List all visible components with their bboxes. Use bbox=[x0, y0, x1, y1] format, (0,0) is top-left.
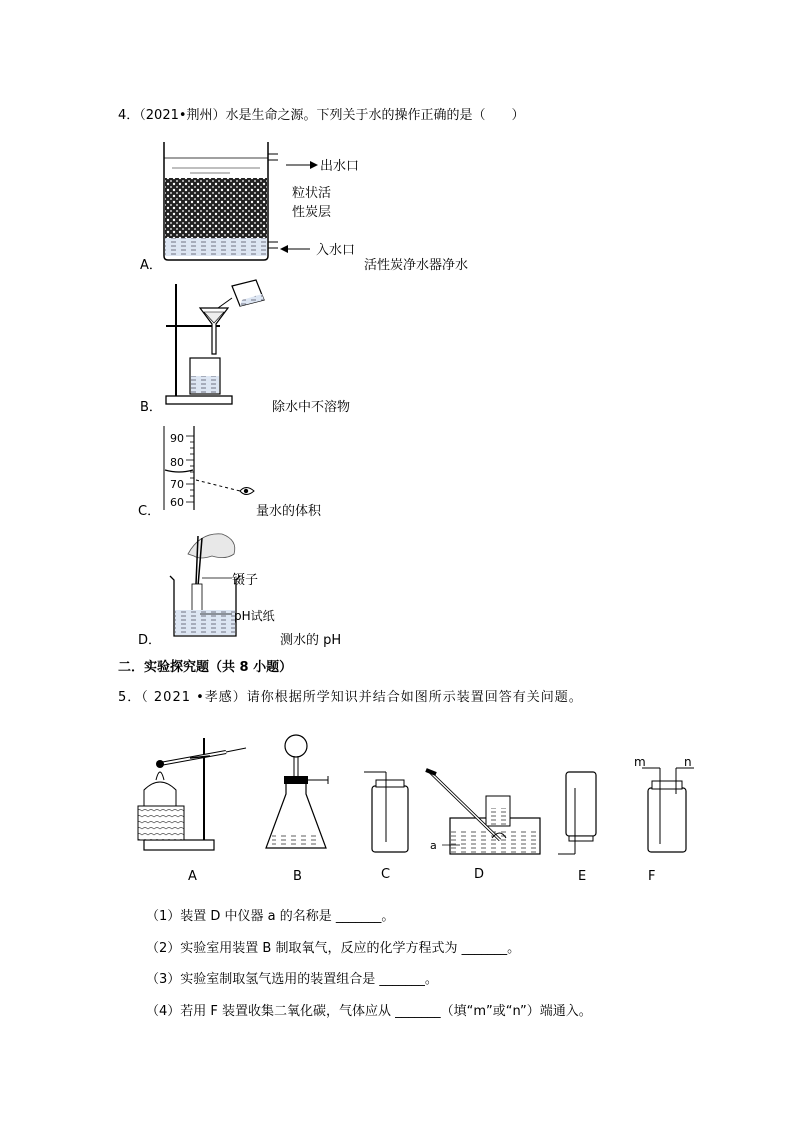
label-a: a bbox=[430, 839, 437, 852]
apparatus-label-e: E bbox=[578, 869, 587, 884]
figure-carbon-purifier bbox=[160, 140, 370, 265]
subquestion-1: （1）装置 D 中仪器 a 的名称是 _______。 bbox=[146, 909, 395, 924]
subquestion-3: （3）实验室制取氢气选用的装置组合是 _______。 bbox=[146, 972, 438, 987]
tick-80: 80 bbox=[170, 456, 184, 469]
option-b-letter: B． bbox=[140, 400, 162, 415]
figure-ph-test bbox=[160, 526, 300, 640]
option-d-caption: 测水的 pH bbox=[280, 633, 342, 648]
option-b-caption: 除水中不溶物 bbox=[272, 400, 351, 415]
option-c-caption: 量水的体积 bbox=[256, 504, 322, 519]
eye-icon bbox=[240, 488, 254, 495]
hand-icon bbox=[188, 534, 235, 558]
apparatus-label-f: F bbox=[648, 869, 656, 884]
tick-60: 60 bbox=[170, 496, 184, 509]
tick-90: 90 bbox=[170, 432, 184, 445]
apparatus-b bbox=[266, 735, 328, 848]
apparatus-d bbox=[426, 770, 540, 854]
apparatus-f bbox=[634, 755, 694, 852]
option-c-letter: C． bbox=[138, 504, 161, 519]
figure-apparatus bbox=[130, 718, 710, 888]
question-5-stem: 5．（ 2021 •孝感）请你根据所学知识并结合如图所示装置回答有关问题。 bbox=[118, 690, 583, 705]
subquestion-4: （4）若用 F 装置收集二氧化碳，气体应从 _______（填“m”或“n”）端通入。 bbox=[146, 1004, 592, 1019]
subquestion-2: （2）实验室用装置 B 制取氧气，反应的化学方程式为 _______。 bbox=[146, 941, 521, 956]
option-a-caption: 活性炭净水器净水 bbox=[364, 258, 469, 273]
label-carbon-2: 性炭层 bbox=[292, 205, 332, 220]
option-a-letter: A． bbox=[140, 258, 162, 273]
figure-cylinder bbox=[160, 426, 260, 514]
question-4-stem: 4．（2021•荆州）水是生命之源。下列关于水的操作正确的是（ ） bbox=[118, 108, 525, 123]
label-carbon-1: 粒状活 bbox=[292, 186, 332, 201]
label-n: n bbox=[684, 755, 692, 769]
label-ph-paper: pH试纸 bbox=[234, 609, 275, 623]
label-outlet: 出水口 bbox=[320, 159, 360, 174]
label-inlet: 入水口 bbox=[316, 243, 356, 258]
label-m: m bbox=[634, 755, 646, 769]
section-heading: 二．实验探究题（共 8 小题） bbox=[118, 660, 293, 675]
label-tweezers: 镊子 bbox=[232, 573, 259, 588]
apparatus-label-d: D bbox=[474, 867, 485, 882]
figure-filtration bbox=[160, 278, 280, 408]
apparatus-label-c: C bbox=[381, 867, 391, 882]
apparatus-a bbox=[138, 738, 246, 850]
apparatus-c bbox=[364, 772, 408, 852]
apparatus-e bbox=[558, 772, 596, 854]
apparatus-label-b: B bbox=[293, 869, 302, 884]
apparatus-label-a: A bbox=[188, 869, 197, 884]
option-d-letter: D． bbox=[138, 633, 162, 648]
tick-70: 70 bbox=[170, 478, 184, 491]
